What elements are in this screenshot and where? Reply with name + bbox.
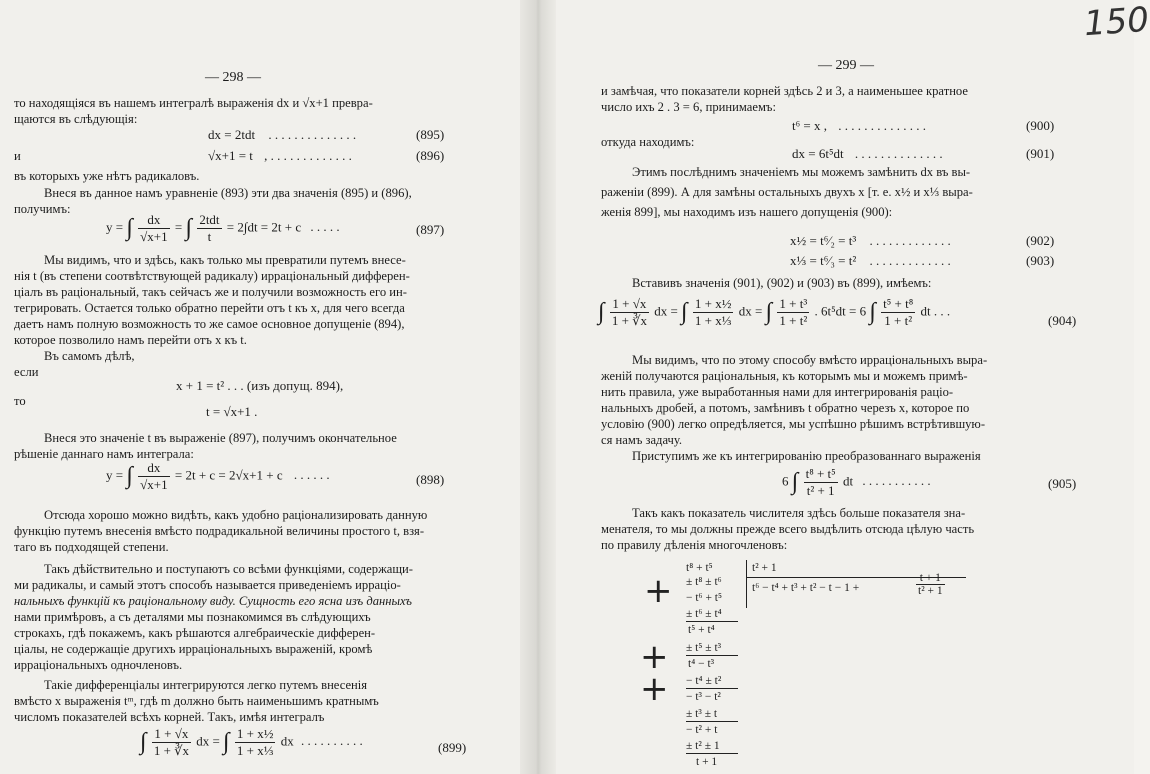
equation-then: t = √x+1 . [206,404,258,419]
eq-number-901: (901) [1026,146,1055,161]
text-line: Вставивъ значенія (901), (902) и (903) въ (899), имѣемъ: [632,276,932,290]
text-line: числомъ показателей всѣхъ корней. Такъ, имѣя интегралъ [14,710,325,724]
integral-sign: ∫ [869,299,876,325]
text-line: Въ самомъ дѣлѣ, [44,349,135,363]
fraction: $\frac{\text{t⁸ + t⁵}}{\text{t² + 1}}$ [805,466,836,498]
text-line: то находящіяся въ нашемъ интегралѣ выраженія dx и √x+1 превра- [14,96,373,110]
equation-900: t⁶ = x , . . . . . . . . . . . . . . [792,118,926,133]
eq-number-904: (904) [1048,313,1077,328]
eq-number-895: (895) [416,127,445,142]
text-line: строкахъ, гдѣ покажемъ, какъ рѣшаются алгебраическіе дифферен- [14,626,376,640]
text-line: тегрировать. Остается только обратно перейти отъ t къ x, для чего всегда [14,301,405,315]
text-line: Внеся въ данное намъ уравненіе (893) эти два значенія (895) и (896), [44,186,412,200]
fraction: $\frac{\text{1 + t³}}{\text{1 + t²}}$ [779,296,808,328]
text-line: Такіе дифференціалы интегрируются легко путемъ внесенія [44,678,368,692]
text-line: получимъ: [14,202,71,216]
division-step: t⁴ − t³ [688,658,715,670]
text-line: ціалъ въ раціональный, такъ сейчасъ же и получили возможность его ин- [14,285,407,299]
division-step: ± t⁸ ± t⁶ [686,576,722,588]
integral-sign: ∫ [185,215,193,241]
text-line: женій получаются раціональныя, къ которымъ мы и можемъ примѣ- [601,369,968,383]
equation-if: x + 1 = t² . . . (изъ допущ. 894), [176,378,344,393]
integral-sign: ∫ [791,469,799,495]
text-line: Мы видимъ, что по этому способу вмѣсто ирраціональныхъ выра- [632,353,988,367]
handwritten-plus-mark: + [644,571,673,611]
integral-sign: ∫ [223,729,230,755]
eq-y: y = [106,219,124,235]
integral-sign: ∫ [598,299,605,325]
text-line: ся намъ задачу. [601,433,683,447]
eq-number-897: (897) [416,222,445,237]
text-line: которое позволило намъ перейти отъ x къ t. [14,333,247,347]
text-line: по правилу дѣленія многочленовъ: [601,538,788,552]
text-line: даетъ намъ полную возможность то же самое основное допущеніе (894), [14,317,405,331]
text-line: если [14,365,39,379]
eq-number-903: (903) [1026,253,1055,268]
equation-896 [208,148,352,164]
eq-lhs: √x+1 = t [208,148,253,163]
handwritten-plus-mark: + [640,637,669,677]
text-line: женія 899], мы находимъ изъ нашего допущенія (900): [601,205,893,219]
fraction: $\frac{dx}{√x+1}$ [140,212,168,244]
text-line: Приступимъ же къ интегрированію преобразованнаго выраженія [632,449,981,463]
eq-lhs: dx = 2tdt [208,127,256,142]
eq-number-902: (902) [1026,233,1055,248]
book-gutter [520,0,556,774]
equation-895 [208,127,356,143]
dividend: t⁸ + t⁵ [686,562,713,574]
text-line: вмѣсто x выраженія tᵐ, гдѣ m должно быть наименьшимъ кратнымъ [14,694,379,708]
fraction: $\frac{\text{t⁵ + t⁸}}{\text{1 + t²}}$ [883,296,914,328]
equation-904: ∫ $\frac{1 + √x}{1 + ∛x}$ dx = ∫ $\frac{\text{1 + x½}}{\text{1 + x⅓}}$ dx = ∫ $\frac{\text{1 + t³}}{\text{1 + t²}}$ . 6t⁵dt = 6 ∫ $\frac{\text{t⁵ + t⁸}}{\text{1 + t²}}$ dt . . . [598,296,951,328]
text-line: въ которыхъ уже нѣтъ радикаловъ. [14,169,200,183]
text-line: нами примѣровъ, а съ деталями мы познакомимся въ слѣдующихъ [14,610,371,624]
handwritten-page-number: 150 [1082,0,1150,45]
text-line: откуда находимъ: [601,135,695,149]
equation-902: x½ = t⁶⁄₂ = t³ . . . . . . . . . . . . . [790,233,951,248]
fraction: $\frac{1 + √x}{1 + ∛x}$ [153,726,189,758]
division-step: ± t⁵ ± t³ [686,642,722,654]
and-word: и [14,149,21,163]
text-line: нить правила, уже выработанныя нами для интегрированія раціо- [601,385,954,399]
integral-sign: ∫ [765,299,773,325]
text-line: рѣшеніе даннаго намъ интеграла: [14,447,194,461]
text-line: щаются въ слѣдующія: [14,112,138,126]
equation-901: dx = 6t⁵dt . . . . . . . . . . . . . . [792,146,943,161]
text-line: нальныхъ функцій къ раціональному виду. Сущность его ясна изъ данныхъ [14,594,412,608]
eq-number-900: (900) [1026,118,1055,133]
text-line: ми радикалы, и самый этотъ способъ называется приведеніемъ ирраціо- [14,578,401,592]
text-line: условію (900) легко опредѣляется, мы успѣшно рѣшимъ встрѣтившую- [601,417,986,431]
eq-dots: , . . . . . . . . . . . . . [264,148,352,163]
divisor: t² + 1 [752,562,777,574]
division-step: t + 1 [696,756,718,768]
page-number-299: — 299 — [818,58,874,73]
division-step: ± t³ ± t [686,708,718,720]
text-line: раженіи (899). А для замѣны остальныхъ двухъ x [т. е. x½ и x⅓ выра- [601,185,973,199]
text-line: Такъ какъ показатель числителя здѣсь больше показателя зна- [632,506,966,520]
division-step: − t⁶ + t⁵ [686,592,723,604]
eq-dots: . . . . . . . . . . . . . . [268,127,357,142]
text-line: нія t (въ степени соотвѣтствующей радикалу) ирраціональный дифферен- [14,269,410,283]
equation-897: y = ∫ $\frac{dx}{√x+1}$ = ∫ 2tdt t = 2∫dt = 2t + c . . . . . [106,212,340,244]
handwritten-plus-mark: + [640,669,669,709]
text-line: Мы видимъ, что и здѣсь, какъ только мы превратили путемъ внесе- [44,253,406,267]
division-step: ± t⁶ ± t⁴ [686,608,722,620]
remainder-fraction: $\frac{t + 1}{\text{t² + 1}}$ [918,572,943,597]
fraction: $\frac{1 + √x}{1 + ∛x}$ [611,296,647,328]
quotient: t⁶ − t⁴ + t³ + t² − t − 1 + [752,582,860,594]
text-line: менателя, то мы должны прежде всего выдѣлить отсюда цѣлую часть [601,522,975,536]
text-line: Такъ дѣйствительно и поступаютъ со всѣми функціями, содержащи- [44,562,413,576]
equation-903: x⅓ = t⁶⁄₃ = t² . . . . . . . . . . . . . [790,253,951,268]
eq-number-905: (905) [1048,476,1077,491]
division-bar-vertical [746,560,747,608]
text-line: число ихъ 2 . 3 = 6, принимаемъ: [601,100,776,114]
division-step: − t² + t [686,724,718,736]
division-step: ± t² ± 1 [686,740,720,752]
text-line: и замѣчая, что показатели корней здѣсь 2 и 3, а наименьшее кратное [601,84,968,98]
eq-number-899: (899) [438,740,467,755]
equation-899: ∫ $\frac{1 + √x}{1 + ∛x}$ dx = ∫ $\frac{\text{1 + x½}}{\text{1 + x⅓}}$ dx . . . . . . . . . . [140,726,363,758]
integral-sign: ∫ [681,299,688,325]
text-line: ціалы, не содержащіе другихъ ирраціональныхъ выраженій, кромѣ [14,642,373,656]
fraction: $\frac{\text{1 + x½}}{\text{1 + x⅓}}$ [694,296,732,328]
text-line: функцію путемъ внесенія вмѣсто подрадикальной величины простого t, взя- [14,524,425,538]
text-line: ирраціональныхъ одночленовъ. [14,658,183,672]
fraction: $\frac{dx}{√x+1}$ [140,460,168,492]
division-step: − t⁴ ± t² [686,675,722,687]
text-line: таго въ подходящей степени. [14,540,169,554]
fraction: 2tdt t [199,212,220,244]
division-step: − t³ − t² [686,691,721,703]
integral-sign: ∫ [126,215,133,241]
eq-number-898: (898) [416,472,445,487]
equation-898: y = ∫ $\frac{dx}{√x+1}$ = 2t + c = 2√x+1 + c . . . . . . [106,460,330,492]
text-line: нальныхъ дробей, а потомъ, замѣнивъ t обратно черезъ x, которое по [601,401,970,415]
equation-905: 6 ∫ $\frac{\text{t⁸ + t⁵}}{\text{t² + 1}}$ dt . . . . . . . . . . . [782,466,931,498]
text-line: Внеся это значеніе t въ выраженіе (897), получимъ окончательное [44,431,397,445]
fraction: $\frac{\text{1 + x½}}{\text{1 + x⅓}}$ [236,726,274,758]
right-page [556,0,1134,774]
integral-sign: ∫ [126,463,133,489]
text-line: то [14,394,26,408]
left-page [0,0,520,774]
text-line: Отсюда хорошо можно видѣть, какъ удобно раціонализировать данную [44,508,428,522]
page-number-298: — 298 — [205,70,261,85]
division-step: t⁵ + t⁴ [688,624,715,636]
text-line: Этимъ послѣднимъ значеніемъ мы можемъ замѣнить dx въ вы- [632,165,971,179]
eq-number-896: (896) [416,148,445,163]
integral-sign: ∫ [140,729,147,755]
